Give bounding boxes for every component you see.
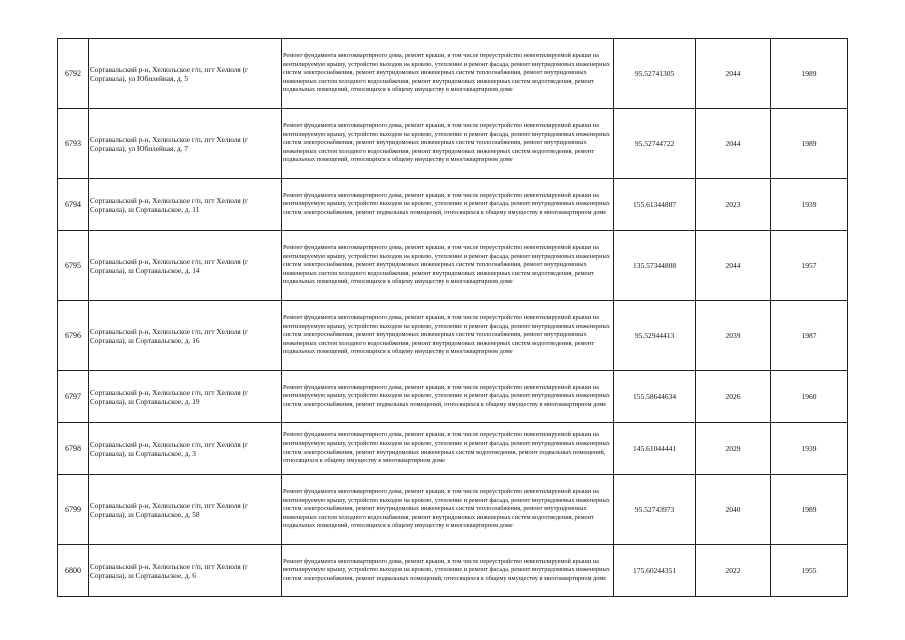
- address-cell: Сортавальский р-н, Хелюльское г/п, пгт Хелюля (г Сортавала), ш Сортавальское, д. 6: [89, 545, 282, 597]
- cost-cell: 95.52944413: [614, 301, 696, 371]
- works-cell: Ремонт фундамента многоквартирного дома, ремонт крыши, в том числе переустройство невентилируемой крыши на вентилируемую крышу, устройство выходов на кровлю, утепление и ремонт фасада, ремонт внутридомовых инженерных систем электроснабжения, ремонт внутридомовых инженерных систем теплоснабжения, ремонт внутридомовых инженерных систем холодного водоснабжения, ремонт внутридомовых инженерных систем водоотведения, ремонт подвальных помещений, относящихся к общему имуществу в многоквартирном доме: [282, 475, 614, 545]
- works-cell: Ремонт фундамента многоквартирного дома, ремонт крыши, в том числе переустройство невентилируемой крыши на вентилируемую крышу, устройство выходов на кровлю, утепление и ремонт фасада, ремонт внутридомовых инженерных систем электроснабжения, ремонт внутридомовых инженерных систем теплоснабжения, ремонт внутридомовых инженерных систем холодного водоснабжения, ремонт внутридомовых инженерных систем водоотведения, ремонт подвальных помещений, относящихся к общему имуществу в многоквартирном доме: [282, 109, 614, 179]
- row-number: 6797: [58, 371, 89, 423]
- table-row: [58, 179, 848, 231]
- works-cell: Ремонт фундамента многоквартирного дома, ремонт крыши, в том числе переустройство невентилируемой крыши на вентилируемую крышу, устройство выходов на кровлю, утепление и ремонт фасада, ремонт внутридомовых инженерных систем электроснабжения, ремонт подвальных помещений, относящихся к общему имуществу в многоквартирном доме: [282, 179, 614, 231]
- plan-year-cell: 2022: [696, 545, 771, 597]
- row-number: 6795: [58, 231, 89, 301]
- row-number: 6794: [58, 179, 89, 231]
- table-row: [58, 475, 848, 545]
- cost-cell: 155.61344807: [614, 179, 696, 231]
- address-cell: Сортавальский р-н, Хелюльское г/п, пгт Хелюля (г Сортавала), ш Сортавальское, д. 19: [89, 371, 282, 423]
- row-number: 6799: [58, 475, 89, 545]
- cost-cell: 95.52744722: [614, 109, 696, 179]
- cost-cell: 175.60244351: [614, 545, 696, 597]
- works-cell: Ремонт фундамента многоквартирного дома, ремонт крыши, в том числе переустройство невентилируемой крыши на вентилируемую крышу, устройство выходов на кровлю, утепление и ремонт фасада, ремонт внутридомовых инженерных систем электроснабжения, ремонт внутридомовых инженерных систем водоотведения, ремонт подвальных помещений, относящихся к общему имуществу в многоквартирном доме: [282, 423, 614, 475]
- build-year-cell: 1955: [771, 545, 848, 597]
- row-number: 6798: [58, 423, 89, 475]
- build-year-cell: 1960: [771, 371, 848, 423]
- plan-year-cell: 2029: [696, 423, 771, 475]
- address-cell: Сортавальский р-н, Хелюльское г/п, пгт Хелюля (г Сортавала), ул Юбилейная, д. 5: [89, 39, 282, 109]
- row-number: 6796: [58, 301, 89, 371]
- build-year-cell: 1957: [771, 231, 848, 301]
- address-cell: Сортавальский р-н, Хелюльское г/п, пгт Хелюля (г Сортавала), ш Сортавальское, д. 3: [89, 423, 282, 475]
- plan-year-cell: 2044: [696, 39, 771, 109]
- build-year-cell: 1987: [771, 301, 848, 371]
- works-cell: Ремонт фундамента многоквартирного дома, ремонт крыши, в том числе переустройство невентилируемой крыши на вентилируемую крышу, устройство выходов на кровлю, утепление и ремонт фасада, ремонт внутридомовых инженерных систем электроснабжения, ремонт внутридомовых инженерных систем теплоснабжения, ремонт внутридомовых инженерных систем холодного водоснабжения, ремонт внутридомовых инженерных систем водоотведения, ремонт подвальных помещений, относящихся к общему имуществу в многоквартирном доме: [282, 39, 614, 109]
- row-number: 6793: [58, 109, 89, 179]
- table-row: [58, 39, 848, 109]
- address-cell: Сортавальский р-н, Хелюльское г/п, пгт Хелюля (г Сортавала), ш Сортавальское, д. 14: [89, 231, 282, 301]
- plan-year-cell: 2044: [696, 231, 771, 301]
- build-year-cell: 1939: [771, 423, 848, 475]
- build-year-cell: 1989: [771, 39, 848, 109]
- works-cell: Ремонт фундамента многоквартирного дома, ремонт крыши, в том числе переустройство невентилируемой крыши на вентилируемую крышу, устройство выходов на кровлю, утепление и ремонт фасада, ремонт внутридомовых инженерных систем электроснабжения, ремонт внутридомовых инженерных систем теплоснабжения, ремонт внутридомовых инженерных систем холодного водоснабжения, ремонт внутридомовых инженерных систем водоотведения, ремонт подвальных помещений, относящихся к общему имуществу в многоквартирном доме: [282, 301, 614, 371]
- table-row: [58, 301, 848, 371]
- plan-year-cell: 2040: [696, 475, 771, 545]
- table-row: [58, 231, 848, 301]
- plan-year-cell: 2026: [696, 371, 771, 423]
- address-cell: Сортавальский р-н, Хелюльское г/п, пгт Хелюля (г Сортавала), ш Сортавальское, д. 58: [89, 475, 282, 545]
- row-number: 6800: [58, 545, 89, 597]
- cost-cell: 95.52743973: [614, 475, 696, 545]
- plan-year-cell: 2044: [696, 109, 771, 179]
- table-row: [58, 371, 848, 423]
- plan-year-cell: 2023: [696, 179, 771, 231]
- works-cell: Ремонт фундамента многоквартирного дома, ремонт крыши, в том числе переустройство невентилируемой крыши на вентилируемую крышу, устройство выходов на кровлю, утепление и ремонт фасада, ремонт внутридомовых инженерных систем электроснабжения, ремонт подвальных помещений, относящихся к общему имуществу в многоквартирном доме: [282, 545, 614, 597]
- build-year-cell: 1939: [771, 179, 848, 231]
- works-cell: Ремонт фундамента многоквартирного дома, ремонт крыши, в том числе переустройство невентилируемой крыши на вентилируемую крышу, устройство выходов на кровлю, утепление и ремонт фасада, ремонт внутридомовых инженерных систем электроснабжения, ремонт подвальных помещений, относящихся к общему имуществу в многоквартирном доме: [282, 371, 614, 423]
- build-year-cell: 1989: [771, 475, 848, 545]
- works-cell: Ремонт фундамента многоквартирного дома, ремонт крыши, в том числе переустройство невентилируемой крыши на вентилируемую крышу, устройство выходов на кровлю, утепление и ремонт фасада, ремонт внутридомовых инженерных систем электроснабжения, ремонт внутридомовых инженерных систем теплоснабжения, ремонт внутридомовых инженерных систем холодного водоснабжения, ремонт внутридомовых инженерных систем водоотведения, ремонт подвальных помещений, относящихся к общему имуществу в многоквартирном доме: [282, 231, 614, 301]
- address-cell: Сортавальский р-н, Хелюльское г/п, пгт Хелюля (г Сортавала), ул Юбилейная, д. 7: [89, 109, 282, 179]
- table-row: [58, 545, 848, 597]
- plan-year-cell: 2039: [696, 301, 771, 371]
- address-cell: Сортавальский р-н, Хелюльское г/п, пгт Хелюля (г Сортавала), ш Сортавальское, д. 11: [89, 179, 282, 231]
- cost-cell: 145.61044441: [614, 423, 696, 475]
- table-row: [58, 423, 848, 475]
- address-cell: Сортавальский р-н, Хелюльское г/п, пгт Хелюля (г Сортавала), ш Сортавальское, д. 16: [89, 301, 282, 371]
- cost-cell: 95.52741305: [614, 39, 696, 109]
- cost-cell: 155.58644634: [614, 371, 696, 423]
- build-year-cell: 1989: [771, 109, 848, 179]
- row-number: 6792: [58, 39, 89, 109]
- table-row: [58, 109, 848, 179]
- cost-cell: 135.57344808: [614, 231, 696, 301]
- registry-table: [57, 38, 848, 597]
